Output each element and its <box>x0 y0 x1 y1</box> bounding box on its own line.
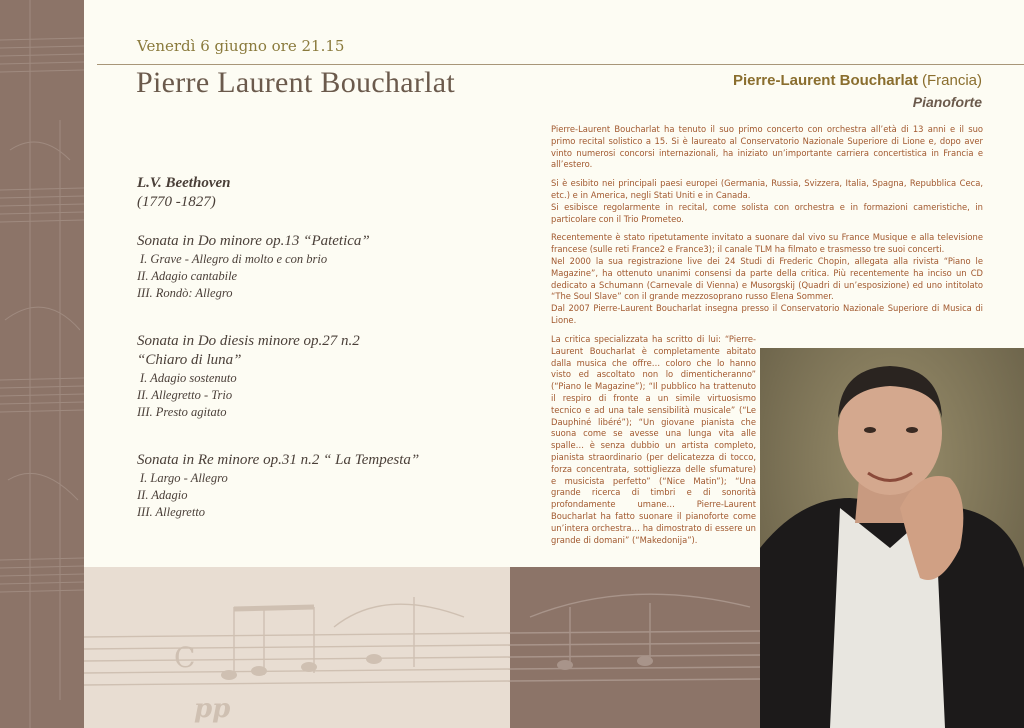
movement: III. Allegretto <box>137 505 206 519</box>
artist-name: Pierre-Laurent Boucharlat <box>732 72 918 89</box>
sonata-subtitle: “Chiaro di luna” <box>137 352 242 368</box>
decorative-left-strip <box>0 0 84 728</box>
movement: II. Allegretto - Trio <box>137 388 233 402</box>
decorative-score-band-dark <box>510 567 762 728</box>
movement: III. Rondò: Allegro <box>137 286 233 300</box>
concert-program <box>137 174 517 521</box>
critics-quotes: La critica specializzata ha scritto di lui: “Pierre-Laurent Boucharlat è completamente abitato dalla musica che offre… coloro che lo hanno visto ed ascoltato non lo dimenticheranno” (“Piano le Magazine”); “Il pubblico ha trattenuto il respiro di fronte a un simile virtuosismo tecnico e ad una tale sensibilità musicale” (“Le Dauphiné libéré”); “Un giovane pianista che suona come se avesse una lunga vita alle spalle… è senza dubbio un artista completo, pianista straordinario (per delicatezza di tocco, forza concentrata, sottigliezza delle sfumature) e musicista perfetto” (“Nice Matin”); “Una grande ricerca di timbri e di sonorità profondamente umane… Pierre-Laurent Boucharlat ha fatto suonare il pianoforte come un’intera orchestra… ha dimostrato di essere un grande di domani” (“Makedonija”). <box>551 334 756 545</box>
music-score-watermark <box>84 567 510 728</box>
bio-paragraph: Si è esibito nei principali paesi europei (Germania, Russia, Svizzera, Italia, Spagna, Repubblica Ceca, etc.) e in America, negli Stati Uniti e in Canada. <box>551 178 983 200</box>
decorative-score-band <box>84 567 510 728</box>
sonata-title: Sonata in Re minore op.31 n.2 “ La Tempesta” <box>137 452 420 468</box>
sonata-title: Sonata in Do diesis minore op.27 n.2 <box>137 333 360 349</box>
movement: III. Presto agitato <box>137 405 227 419</box>
movement: II. Adagio <box>137 488 188 502</box>
bio-paragraph: Si esibisce regolarmente in recital, come solista con orchestra e in formazioni cameristiche, in particolare con il Trio Prometeo. <box>551 201 983 224</box>
header-divider <box>97 64 1024 65</box>
sonata-title: Sonata in Do minore op.13 “Patetica” <box>137 233 370 249</box>
bio-paragraph: Recentemente è stato ripetutamente invitato a suonare dal vivo su France Musique e alla televisione francese (sulle reti France2 e France3); il canale TLM ha filmato e trasmesso tre suoi concerti. <box>551 232 983 255</box>
event-date: Venerdì 6 giugno ore 21.15 <box>137 37 345 55</box>
bio-paragraph: Pierre-Laurent Boucharlat ha tenuto il suo primo concerto con orchestra all’età di 13 anni e il suo primo recital solistico a 15. Si è laureato al Conservatorio Nazionale Superiore di Lione e, dopo aver vinto numerosi concorsi internazionali, ha iniziato un’importante carriera concertistica in Francia e all’estero. <box>551 124 983 170</box>
movement: I. Grave - Allegro di molto e con brio <box>140 252 328 266</box>
artist-country: (Francia) <box>921 72 982 89</box>
portrait-illustration <box>760 348 1024 728</box>
bio-paragraph: Nel 2000 la sua registrazione live dei 24 Studi di Frederic Chopin, allegata alla rivista “Piano le Magazine”, ha ottenuto unanimi consensi da parte della critica. Più recentemente ha inciso un CD dedicato a Schumann (Carnevale di Vienna) e Musorgskij (Quadri di un’esposizione) ed uno intitolato “The Soul Slave” con il grande mezzosoprano russo Elena Sommer. <box>551 255 983 302</box>
movement: I. Largo - Allegro <box>140 471 228 485</box>
artist-biography <box>551 124 983 327</box>
composer-name: L.V. Beethoven <box>137 175 231 191</box>
composer-years: (1770 -1827) <box>137 194 216 210</box>
svg-text:pp: pp <box>194 694 231 724</box>
bio-heading <box>733 72 982 90</box>
page-title: Pierre Laurent Boucharlat <box>136 66 456 99</box>
music-score-watermark <box>510 567 762 728</box>
artist-instrument: Pianoforte <box>912 94 982 110</box>
movement: I. Adagio sostenuto <box>140 371 237 385</box>
svg-text:C: C <box>174 641 196 674</box>
music-score-watermark <box>0 0 84 728</box>
movement: II. Adagio cantabile <box>137 269 238 283</box>
artist-photo <box>760 348 1024 728</box>
bio-paragraph: Dal 2007 Pierre-Laurent Boucharlat insegna presso il Conservatorio Nazionale Superiore di Musica di Lione. <box>551 303 983 325</box>
